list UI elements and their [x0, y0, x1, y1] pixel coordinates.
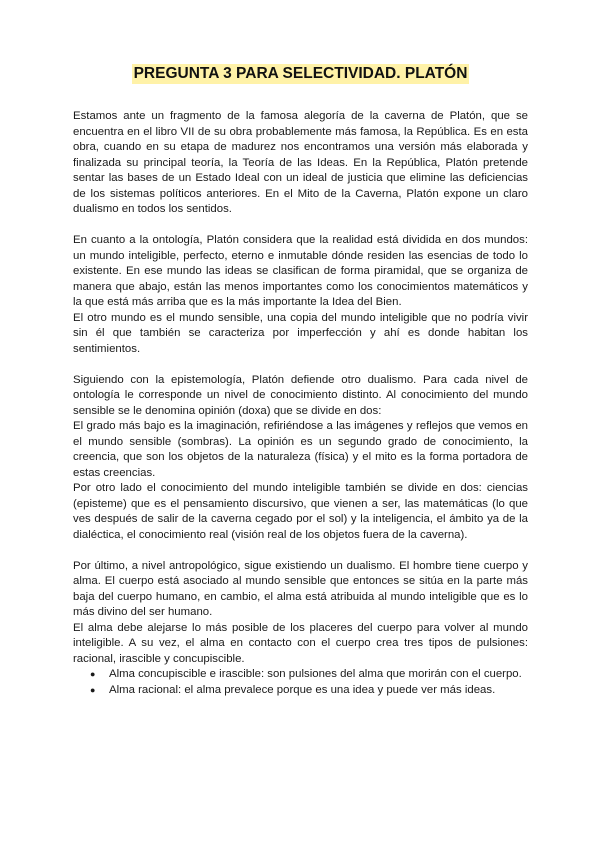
paragraph-gap: [73, 357, 528, 373]
paragraph: Siguiendo con la epistemología, Platón defiende otro dualismo. Para cada nivel de ontología le corresponde un nivel de conocimiento distinto. Al conocimiento del mundo sensible se le denomina opinión (doxa) que se divide en dos:: [73, 373, 528, 417]
section-epistemology: [73, 373, 528, 544]
section-intro: [73, 109, 528, 218]
bullet-list: [73, 667, 528, 698]
title-wrap: [73, 64, 528, 84]
page-title: PREGUNTA 3 PARA SELECTIVIDAD. PLATÓN: [133, 65, 468, 82]
section-anthropology: [73, 559, 528, 699]
paragraph: Por último, a nivel antropológico, sigue existiendo un dualismo. El hombre tiene cuerpo y alma. El cuerpo está asociado al mundo sensible que entonces se sitúa en la parte más baja del cuerpo humano, en cambio, el alma está atribuida al mundo inteligible que es lo más divino del ser humano.: [73, 559, 528, 618]
paragraph: Por otro lado el conocimiento del mundo inteligible también se divide en dos: ciencias (episteme) que es el pensamiento discursivo, que vienen a ser, las matemáticas (lo que ves después de salir de la caverna cegado por el sol) y la inteligencia, el ámbito ya de la dialéctica, el conocimiento real (visión real de los objetos fuera de la caverna).: [73, 482, 528, 541]
paragraph-gap: [73, 543, 528, 559]
section-ontology: [73, 233, 528, 357]
list-item: [90, 667, 528, 683]
bullet-icon: ●: [90, 684, 96, 695]
paragraph: El grado más bajo es la imaginación, refiriéndose a las imágenes y reflejos que vemos en el mundo sensible (sombras). La opinión es un segundo grado de conocimiento, la creencia, que son los objetos de la naturaleza (física) y el mito es la forma portadora de estas creencias.: [73, 420, 528, 479]
list-item-text: Alma racional: el alma prevalece porque es una idea y puede ver más ideas.: [109, 683, 496, 696]
paragraph: El otro mundo es el mundo sensible, una copia del mundo inteligible que no podría vivir sin él que también se caracteriza por imperfección y ahí es donde habitan los sentimientos.: [73, 311, 528, 355]
document-page: [73, 64, 528, 698]
list-item-text: Alma concupiscible e irascible: son pulsiones del alma que morirán con el cuerpo.: [109, 668, 522, 680]
paragraph: Estamos ante un fragmento de la famosa alegoría de la caverna de Platón, que se encuentra en el libro VII de su obra probablemente más famosa, la República. Es en esta obra, cuando en su etapa de madurez nos encontramos una versión más elaborada y finalizada su principal teoría, la Teoría de las Ideas. En la República, Platón pretende sentar las bases de un Estado Ideal con un ideal de justicia que elimine las deficiencias de los sistemas políticos anteriores. En el Mito de la Caverna, Platón expone un claro dualismo en todos los sentidos.: [73, 110, 528, 215]
paragraph: El alma debe alejarse lo más posible de los placeres del cuerpo para volver al mundo inteligible. A su vez, el alma en contacto con el cuerpo crea tres tipos de pulsiones: racional, irascible y concupiscible.: [73, 621, 528, 665]
paragraph: En cuanto a la ontología, Platón considera que la realidad está dividida en dos mundos: un mundo inteligible, perfecto, eterno e inmutable dónde residen las esencias de todo lo existente. En ese mundo las ideas se clasifican de forma piramidal, que se organiza de manera que abajo, están las menos importantes como los conocimientos matemáticos y la que está más arriba que es la más importante la Idea del Bien.: [73, 234, 528, 308]
bullet-icon: ●: [90, 669, 96, 679]
paragraph-gap: [73, 218, 528, 234]
list-item: [90, 683, 528, 699]
